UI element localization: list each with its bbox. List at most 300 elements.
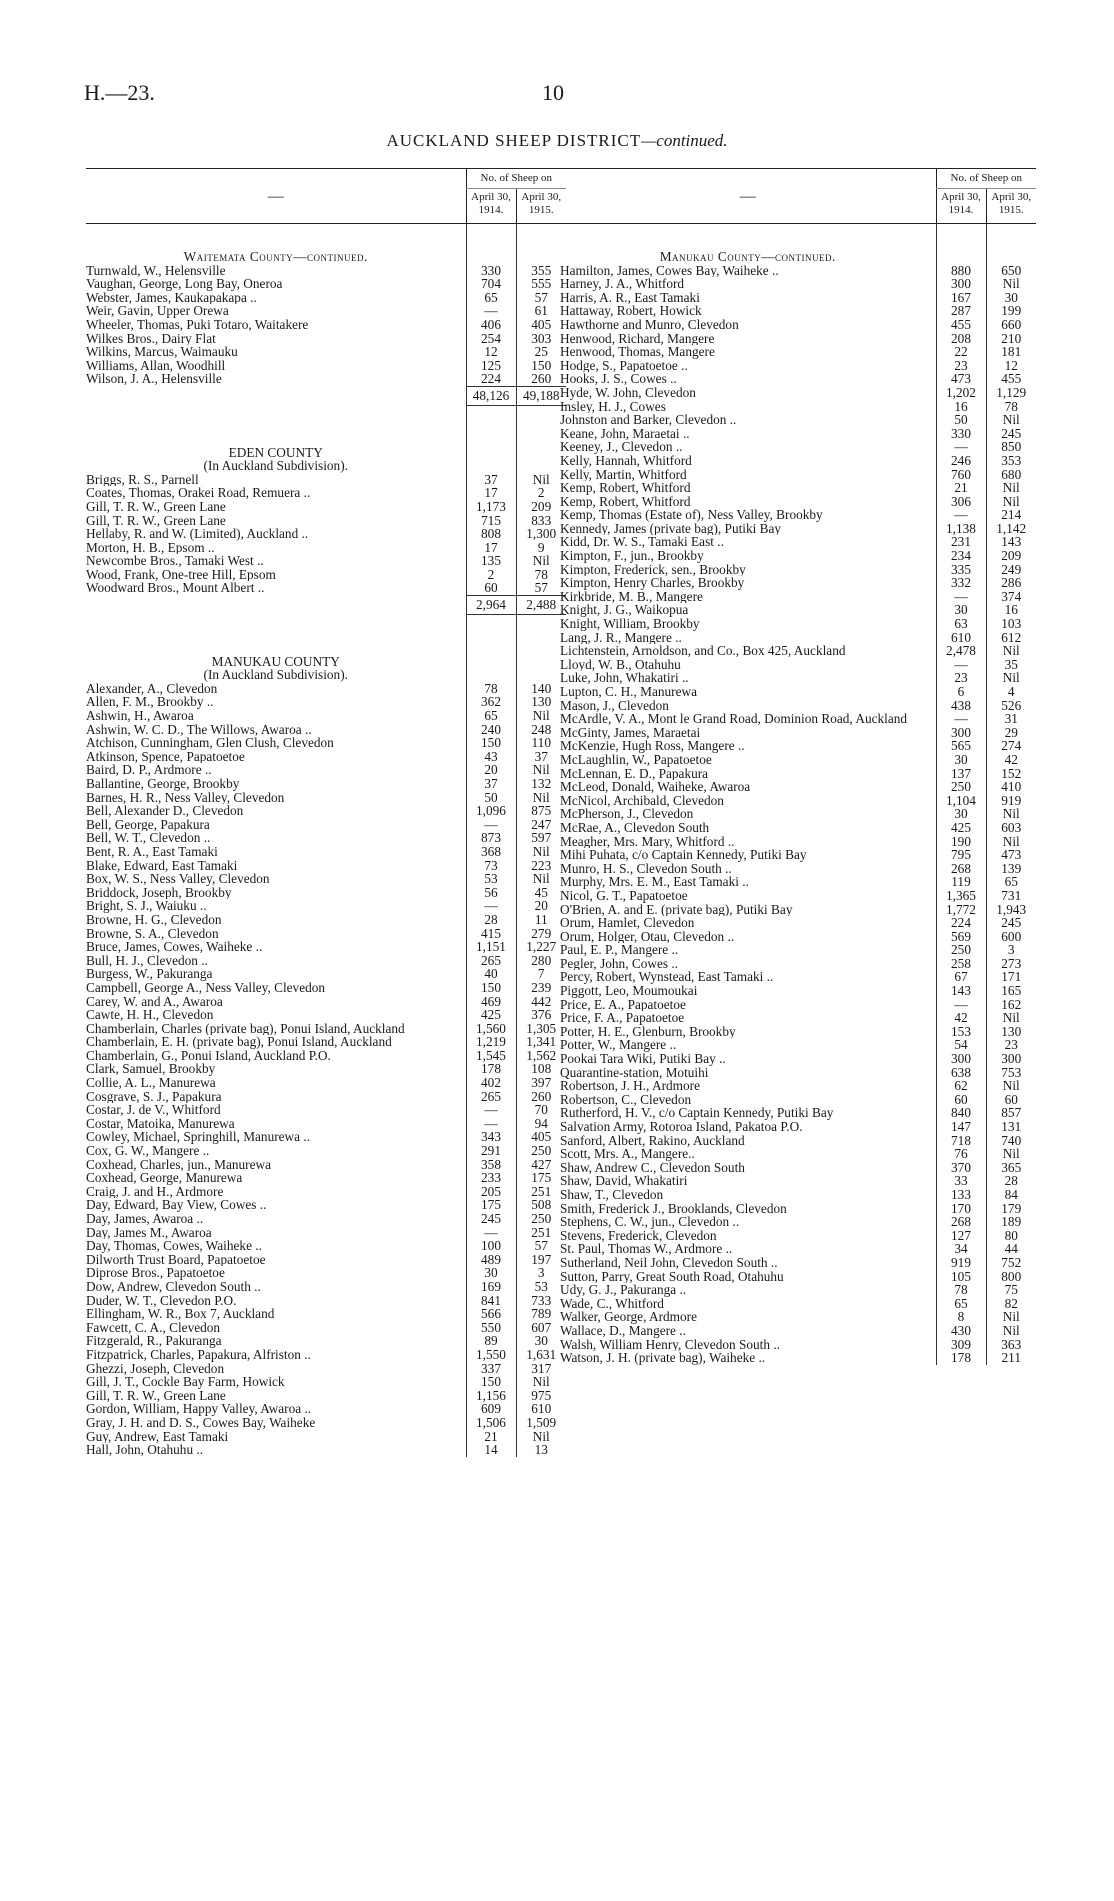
sheep-1915: 600 [986,930,1036,944]
sheep-1914: 33 [936,1174,986,1188]
empty-cell [986,246,1036,264]
sheep-1915: Nil [986,671,1036,685]
sheep-1915: 3 [986,943,1036,957]
owner-name: Bull, H. J., Clevedon .. [86,953,208,968]
owner-name: Barnes, H. R., Ness Valley, Clevedon [86,790,285,805]
owner-name: Chamberlain, Charles (private bag), Ponui Island, Auckland [86,1021,405,1036]
sheep-1915: 214 [986,508,1036,522]
table-row [560,794,1036,808]
owner-name: Kidd, Dr. W. S., Tamaki East .. [560,535,724,550]
sheep-1915: 740 [986,1134,1036,1148]
table-row [86,981,566,995]
table-row [86,1348,566,1362]
sheep-1914: 135 [466,554,516,568]
sheep-1914: 402 [466,1076,516,1090]
table-row [86,682,566,696]
sheep-1914: 873 [466,831,516,845]
table-row [86,872,566,886]
table-row [560,1256,1036,1270]
sheep-1915: 405 [516,1130,566,1144]
title-continued: —continued. [641,131,728,150]
table-row [86,886,566,900]
sheep-1914: 438 [936,699,986,713]
sheep-1915: 286 [986,576,1036,590]
sheep-1914: 6 [936,685,986,699]
sheep-1915: 273 [986,957,1036,971]
sheep-1914: — [466,818,516,832]
sheep-1914: 455 [936,318,986,332]
table-row [560,1025,1036,1039]
table-row [86,750,566,764]
table-row [86,473,566,487]
sheep-1914: 1,156 [466,1389,516,1403]
sheep-1914: 73 [466,859,516,873]
owner-name: Allen, F. M., Brookby .. [86,695,214,710]
sheep-1915: 650 [986,264,1036,278]
owner-name: Chamberlain, E. H. (private bag), Ponui Island, Auckland [86,1035,392,1049]
sheep-1914: 30 [936,807,986,821]
sheep-1915: 11 [516,913,566,927]
owner-name: Wood, Frank, One-tree Hill, Epsom [86,567,276,582]
owner-name: Hooks, J. S., Cowes .. [560,372,677,386]
owner-name: Robertson, C., Clevedon [560,1092,692,1107]
empty-cell [516,442,566,460]
page-number: 10 [542,80,564,105]
sheep-1915: 660 [986,318,1036,332]
sheep-1914: 37 [466,473,516,487]
owner-name: McLaughlin, W., Papatoetoe [560,752,712,767]
sheep-1915: 189 [986,1215,1036,1229]
owner-name: O'Brien, A. and E. (private bag), Putiki Bay [560,902,793,917]
sheep-1914: 1,550 [466,1348,516,1362]
owner-name: Nicol, G. T., Papatoetoe [560,888,688,903]
sheep-1914: 430 [936,1324,986,1338]
owner-name: Gill, T. R. W., Green Lane [86,1388,226,1403]
owner-name: Ashwin, W. C. D., The Willows, Awaroa .. [86,722,312,737]
sheep-1914: 358 [466,1158,516,1172]
sheep-1914: — [466,1226,516,1240]
owner-name: Rutherford, H. V., c/o Captain Kennedy, Putiki Bay [560,1106,834,1120]
sheep-1915: 70 [516,1103,566,1117]
owner-name: Day, Edward, Bay View, Cowes .. [86,1198,267,1212]
owner-name: McKenzie, Hugh Ross, Mangere .. [560,739,745,753]
sheep-1915: 427 [516,1158,566,1172]
owner-name: Woodward Bros., Mount Albert .. [86,581,265,596]
owner-name: McNicol, Archibald, Clevedon [560,793,724,808]
sheep-1915: 919 [986,794,1036,808]
sheep-1914: 34 [936,1242,986,1256]
sheep-1914: 638 [936,1066,986,1080]
table-row [86,1253,566,1267]
sheep-1914: 205 [466,1185,516,1199]
table-row [560,903,1036,917]
page-title [0,131,1114,151]
owner-name: Kennedy, James (private bag), Putiki Bay [560,521,782,536]
sheep-1914: 489 [466,1253,516,1267]
sheep-1915: 250 [516,1144,566,1158]
owner-name: Ellingham, W. R., Box 7, Auckland [86,1307,275,1321]
table-row [560,862,1036,876]
sheep-1915: 833 [516,514,566,528]
owner-name: Clark, Samuel, Brookby [86,1062,216,1077]
table-row [560,658,1036,672]
sheep-1915: 4 [986,685,1036,699]
sheep-1914: 240 [466,723,516,737]
table-row [86,1266,566,1280]
sheep-1915: 75 [986,1283,1036,1297]
sheep-1915: 25 [516,345,566,359]
owner-name: Salvation Army, Rotoroa Island, Pakatoa P.O. [560,1120,803,1134]
sheep-1915: 612 [986,631,1036,645]
table-row [86,1198,566,1212]
sheep-1914: 1,202 [936,386,986,400]
sheep-1914: 150 [466,736,516,750]
table-row [560,1215,1036,1229]
owner-name: Kemp, Robert, Whitford [560,494,691,509]
empty-cell [936,246,986,264]
sheep-1915: 162 [986,998,1036,1012]
sheep-1914: 287 [936,304,986,318]
owner-name: Cox, G. W., Mangere .. [86,1144,210,1158]
total-1914: 48,126 [466,386,516,405]
table-row [560,359,1036,373]
owner-name: Diprose Bros., Papatoetoe [86,1266,225,1280]
table-row [560,590,1036,604]
sheep-1914: 105 [936,1270,986,1284]
owner-name: Paul, E. P., Mangere .. [560,943,679,957]
table-row [560,1283,1036,1297]
table-row [560,576,1036,590]
sheep-1914: 1,173 [466,500,516,514]
owner-name: Webster, James, Kaukapakapa .. [86,290,257,305]
table-row [560,875,1036,889]
sheep-1914: 167 [936,291,986,305]
sheep-1915: 353 [986,454,1036,468]
owner-name: Ghezzi, Joseph, Clevedon [86,1361,225,1376]
report-code: H.—23. [84,80,155,105]
table-row [560,427,1036,441]
section-eden-text: EDEN COUNTY [228,444,323,460]
owner-name: Bell, Alexander D., Clevedon [86,804,244,818]
sheep-1914: 178 [936,1351,986,1365]
table-row [560,685,1036,699]
table-row [86,709,566,723]
sheep-1914: 258 [936,957,986,971]
table-row [560,1066,1036,1080]
sheep-1915: 210 [986,332,1036,346]
owner-name: Kimpton, Henry Charles, Brookby [560,576,745,590]
table-row [560,739,1036,753]
table-row [560,1188,1036,1202]
sheep-1915: 300 [986,1052,1036,1066]
sheep-1914: 50 [466,791,516,805]
owner-name: Meagher, Mrs. Mary, Whitford .. [560,834,735,849]
sheep-1914: 175 [466,1198,516,1212]
sheep-1914: 265 [466,1090,516,1104]
sheep-1914: 100 [466,1239,516,1253]
owner-name: Hyde, W. John, Clevedon [560,385,696,400]
owner-name: Morton, H. B., Epsom .. [86,540,215,555]
table-row [560,481,1036,495]
sheep-1914: 415 [466,927,516,941]
sheep-1915: 508 [516,1198,566,1212]
table-row [86,763,566,777]
sheep-1915: 1,142 [986,522,1036,536]
total-1915: 2,488 [516,596,566,615]
sheep-1914: 137 [936,767,986,781]
owner-name: Munro, H. S., Clevedon South .. [560,861,732,876]
sheep-1915: 260 [516,372,566,386]
sheep-1915: 274 [986,739,1036,753]
table-row [560,1011,1036,1025]
owner-name: Watson, J. H. (private bag), Waiheke .. [560,1351,766,1365]
sheep-1914: 150 [466,981,516,995]
sheep-1915: 875 [516,804,566,818]
sheep-1914: 17 [466,541,516,555]
sheep-1915: Nil [986,807,1036,821]
sheep-1914: 268 [936,1215,986,1229]
sheep-1915: 223 [516,859,566,873]
left-column [86,168,566,1457]
total-1914: 2,964 [466,596,516,615]
sheep-1914: 370 [936,1161,986,1175]
table-row [560,807,1036,821]
sheep-1915: Nil [516,1430,566,1444]
owner-name: McArdle, V. A., Mont le Grand Road, Dominion Road, Auckland [560,712,908,726]
sheep-1914: — [466,1117,516,1131]
owner-name: Bell, George, Papakura [86,817,210,832]
owner-name: Piggott, Leo, Moumoukai [560,984,698,998]
sheep-1914: 1,545 [466,1049,516,1063]
sheep-1915: 249 [986,563,1036,577]
table-row [86,1185,566,1199]
sheep-1914: 291 [466,1144,516,1158]
table-row [560,400,1036,414]
section-manukau [86,651,566,669]
sheep-1915: 1,631 [516,1348,566,1362]
owner-name: Cosgrave, S. J., Papakura [86,1089,222,1104]
left-head-dash: — [86,169,466,224]
table-row [86,954,566,968]
table-row [86,1375,566,1389]
table-row [86,486,566,500]
table-row [86,845,566,859]
owner-name: Potter, W., Mangere .. [560,1038,677,1053]
right-head-dash: — [560,169,936,224]
sheep-1915: 57 [516,1239,566,1253]
sheep-1914: 469 [466,995,516,1009]
sheep-1915: 1,509 [516,1416,566,1430]
owner-name: Coxhead, George, Manurewa [86,1171,243,1185]
sheep-1914: 250 [936,943,986,957]
sheep-1915: Nil [986,1079,1036,1093]
sheep-1915: 181 [986,345,1036,359]
sheep-1914: 425 [466,1008,516,1022]
sheep-1915: 251 [516,1185,566,1199]
sheep-1914: 53 [466,872,516,886]
table-row [86,899,566,913]
owner-name: Day, James M., Awaroa [86,1225,212,1240]
owner-name: Guy, Andrew, East Tamaki [86,1429,229,1444]
table-row [86,1144,566,1158]
table-row [560,1093,1036,1107]
table-row [86,913,566,927]
sheep-1915: 57 [516,291,566,305]
table-row [560,318,1036,332]
table-row [560,631,1036,645]
table-row [86,1280,566,1294]
sheep-1914: 22 [936,345,986,359]
right-table [560,168,1036,1365]
sheep-1914: 1,560 [466,1022,516,1036]
owner-name: Atchison, Cunningham, Glen Clush, Clevedon [86,736,334,750]
owner-name: Newcombe Bros., Tamaki West .. [86,554,264,568]
owner-name: Kelly, Martin, Whitford [560,467,687,482]
table-row [560,671,1036,685]
sheep-1914: 309 [936,1338,986,1352]
table-row [86,1389,566,1403]
sheep-1915: 35 [986,658,1036,672]
sheep-1914: 343 [466,1130,516,1144]
table-row [560,1134,1036,1148]
owner-name: McPherson, J., Clevedon [560,807,694,821]
sheep-1914: 12 [466,345,516,359]
owner-name: Keeney, J., Clevedon .. [560,440,683,454]
owner-name: Shaw, T., Clevedon [560,1187,664,1202]
sheep-1915: 84 [986,1188,1036,1202]
sheep-1914: — [936,590,986,604]
sheep-1914: 550 [466,1321,516,1335]
owner-name: Robertson, J. H., Ardmore [560,1079,700,1093]
sheep-1914: 306 [936,495,986,509]
owner-name: Price, F. A., Papatoetoe [560,1011,685,1025]
owner-name: Smith, Frederick J., Brooklands, Clevedon [560,1201,787,1216]
owner-name: Gray, J. H. and D. S., Cowes Bay, Waiheke [86,1415,316,1430]
sheep-1914: 65 [936,1297,986,1311]
owner-name: Wade, C., Whitford [560,1296,664,1311]
sheep-1915: Nil [516,1375,566,1389]
sheep-1914: — [936,440,986,454]
spacer-row [560,224,1036,247]
owner-name: Cawte, H. H., Clevedon [86,1008,214,1022]
left-head-1915: April 30, 1915. [516,189,566,224]
table-row [86,1022,566,1036]
table-row [560,1052,1036,1066]
owner-name: Fawcett, C. A., Clevedon [86,1320,221,1335]
sheep-1915: 45 [516,886,566,900]
sheep-1914: 362 [466,695,516,709]
sheep-1914: 40 [466,967,516,981]
sheep-1914: 795 [936,848,986,862]
table-row [560,549,1036,563]
owner-name: Pegler, John, Cowes .. [560,956,679,971]
sheep-1915: 152 [986,767,1036,781]
sheep-1915: Nil [516,554,566,568]
owner-name: Coates, Thomas, Orakei Road, Remuera .. [86,486,311,500]
table-row [86,1035,566,1049]
table-row [560,291,1036,305]
owner-name: Mihi Puhata, c/o Captain Kennedy, Putiki Bay [560,848,807,862]
sheep-1915: 1,943 [986,903,1036,917]
table-row [560,1174,1036,1188]
table-row [86,995,566,1009]
sheep-1914: 245 [466,1212,516,1226]
owner-name: Lloyd, W. B., Otahuhu [560,657,681,672]
sheep-1915: 60 [986,1093,1036,1107]
empty-cell [516,668,566,682]
sheep-1914: 300 [936,1052,986,1066]
sheep-1914: 21 [936,481,986,495]
spacer-row [86,405,566,442]
table-row [86,1103,566,1117]
sheep-1914: 704 [466,277,516,291]
sheep-1914: 268 [936,862,986,876]
empty-cell [466,668,516,682]
section-manukau-text: MANUKAU COUNTY [211,653,340,669]
table-row [560,1242,1036,1256]
sheep-1915: 30 [986,291,1036,305]
owner-name: Fitzgerald, R., Pakuranga [86,1334,222,1348]
owner-name: Turnwald, W., Helensville [86,263,226,278]
sheep-1914: 30 [936,603,986,617]
owner-name: Cowley, Michael, Springhill, Manurewa .. [86,1130,311,1145]
table-row [86,736,566,750]
owner-name: Lichtenstein, Arnoldson, and Co., Box 425, Auckland [560,644,846,658]
owner-name: Insley, H. J., Cowes [560,399,666,414]
sheep-1914: 300 [936,726,986,740]
sheep-1914: 20 [466,763,516,777]
owner-name: Ashwin, H., Awaroa [86,709,194,723]
owner-name: Wilkes Bros., Dairy Flat [86,331,216,346]
sheep-1915: 131 [986,1120,1036,1134]
sheep-1915: 211 [986,1351,1036,1365]
sheep-1914: 718 [936,1134,986,1148]
sheep-1915: Nil [986,835,1036,849]
sheep-1914: 208 [936,332,986,346]
owner-name: Ballantine, George, Brookby [86,777,240,791]
table-row [86,1049,566,1063]
sheep-1915: 103 [986,617,1036,631]
sheep-1915: 209 [986,549,1036,563]
sheep-1914: 246 [936,454,986,468]
owner-name: Shaw, David, Whakatiri [560,1174,688,1188]
sheep-1915: 1,300 [516,527,566,541]
sheep-1914: 76 [936,1147,986,1161]
sheep-1914: 78 [936,1283,986,1297]
table-row [86,291,566,305]
section-eden-sub [86,459,566,473]
table-row [560,1338,1036,1352]
sheep-1915: 13 [516,1443,566,1457]
table-row [560,1161,1036,1175]
sheep-1914: 150 [466,1375,516,1389]
owner-name: Walsh, William Henry, Clevedon South .. [560,1337,780,1352]
sheep-1914: 840 [936,1106,986,1120]
table-row [86,1239,566,1253]
sheep-1914: — [466,304,516,318]
sheep-1914: 143 [936,984,986,998]
sheep-1914: 231 [936,535,986,549]
sheep-1914: 1,138 [936,522,986,536]
sheep-1914: — [936,658,986,672]
sheep-1915: 473 [986,848,1036,862]
sheep-1915: 37 [516,750,566,764]
table-row [560,726,1036,740]
section-manukau-cont-text: Manukau County—continued. [659,249,836,264]
sheep-1914: 330 [466,264,516,278]
sheep-1915: 3 [516,1266,566,1280]
sheep-1915: 110 [516,736,566,750]
